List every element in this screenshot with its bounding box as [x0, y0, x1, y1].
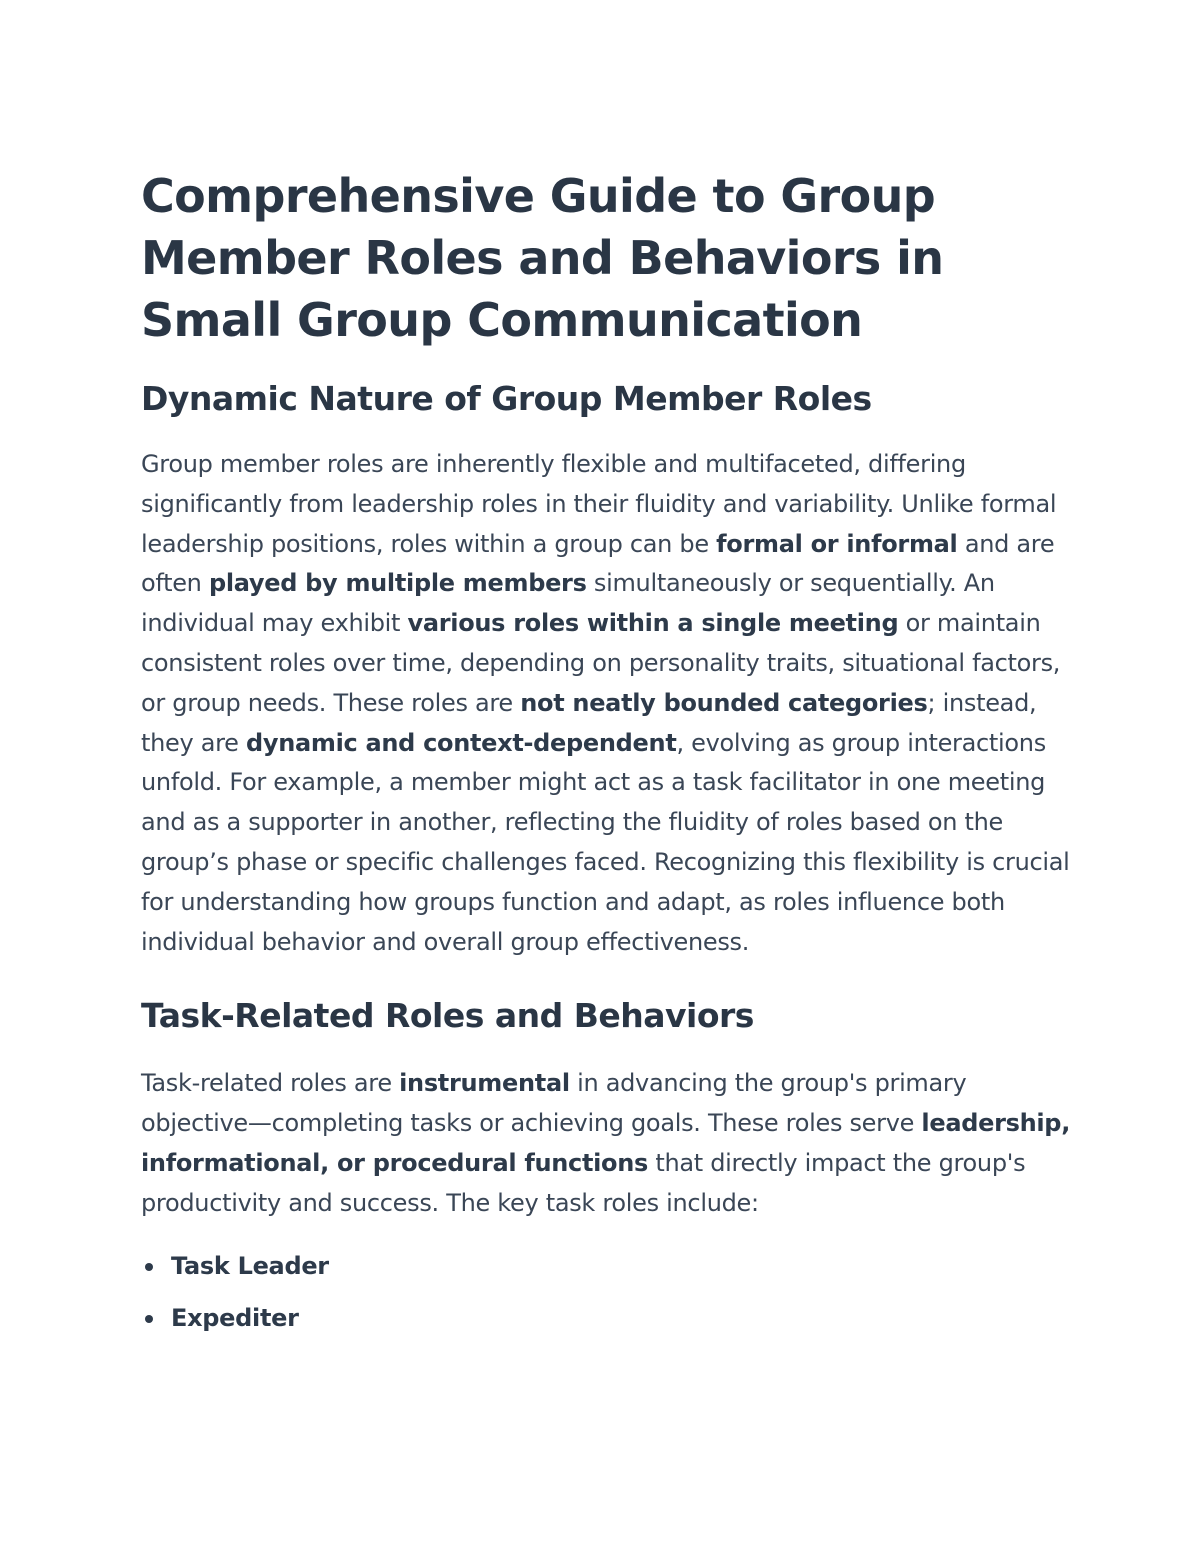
paragraph-bold-text: various roles within a single meeting: [407, 609, 899, 638]
list-item: [141, 1292, 1071, 1344]
paragraph-bold-text: leadership, informational, or procedural functions: [141, 1109, 1071, 1177]
list-item: [141, 1240, 1071, 1292]
paragraph-bold-text: played by multiple members: [208, 569, 587, 598]
paragraph-bold-text: dynamic and context-dependent: [245, 728, 677, 757]
paragraph-text: in advancing the group's primary objective—completing tasks or achieving goals. These roles serve: [141, 1069, 967, 1138]
paragraph-bold-text: not neatly bounded categories: [520, 688, 928, 717]
bullet-icon: [145, 1315, 153, 1323]
paragraph-text: Group member roles are inherently flexible and multifaceted, differing significantly from leadership roles in their fluidity and variability. Unlike formal leadership positions, roles within a group can be: [141, 450, 1057, 558]
paragraph-text: and are often: [141, 529, 1055, 598]
section-heading-task-roles: Task-Related Roles and Behaviors: [141, 996, 754, 1036]
paragraph-text: simultaneously or sequentially. An individual may exhibit: [141, 569, 995, 638]
section-paragraph-dynamic-roles: [141, 445, 1071, 962]
paragraph-text: , evolving as group interactions unfold. For example, a member might act as a task facilitator in one meeting and as a supporter in another, reflecting the fluidity of roles based on the group’s phase or specific challenges faced. Recognizing this flexibility is crucial for understanding how groups function and adapt, as roles influence both individual behavior and overall group effectiveness.: [141, 728, 1070, 956]
paragraph-text: that directly impact the group's productivity and success. The key task roles include:: [141, 1148, 1026, 1217]
paragraph-text: or maintain consistent roles over time, depending on personality traits, situational factors, or group needs. These roles are: [141, 609, 1061, 717]
document-page: [141, 165, 1071, 1344]
task-roles-list: [141, 1240, 1071, 1344]
section-paragraph-task-roles: [141, 1064, 1071, 1223]
list-item-label: Task Leader: [171, 1251, 329, 1280]
paragraph-bold-text: formal or informal: [716, 529, 958, 558]
document-title: Comprehensive Guide to Group Member Roles and Behaviors in Small Group Communication: [141, 169, 944, 347]
bullet-icon: [145, 1263, 153, 1271]
section-heading-dynamic-roles: Dynamic Nature of Group Member Roles: [141, 379, 872, 418]
paragraph-text: Task-related roles are: [141, 1069, 400, 1098]
list-item-label: Expediter: [171, 1303, 299, 1332]
paragraph-text: ; instead, they are: [141, 688, 1037, 757]
paragraph-bold-text: instrumental: [399, 1069, 570, 1098]
